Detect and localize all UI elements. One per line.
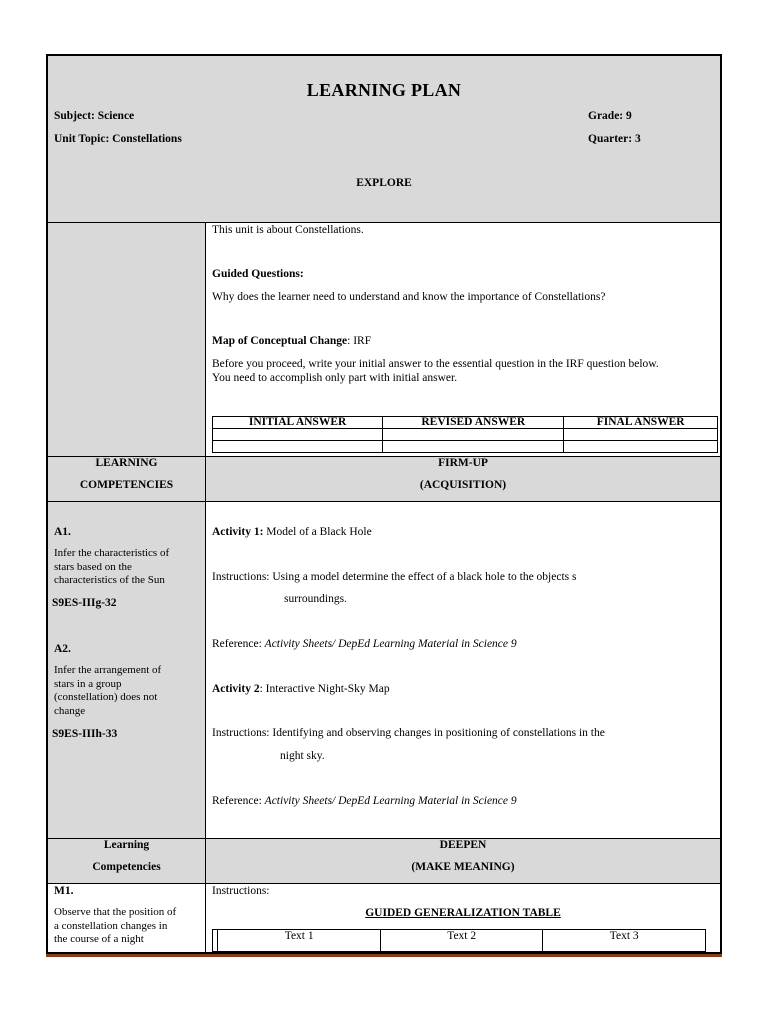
subject-label: Subject: Science (54, 110, 135, 122)
a1-line: characteristics of the Sun (54, 574, 165, 586)
activity1-title: Model of a Black Hole (263, 526, 372, 538)
lc2-header-line2: Competencies (92, 861, 161, 873)
a2-line: (constellation) does not (54, 691, 158, 703)
a2-line: change (54, 704, 86, 717)
irf-cell[interactable] (564, 441, 718, 453)
footer-rule (46, 954, 722, 957)
unit-topic-label: Unit Topic: Constellations (54, 133, 182, 145)
lc-header-line2: COMPETENCIES (79, 479, 174, 491)
m1-line: Observe that the position of (54, 906, 177, 918)
page-title: LEARNING PLAN (306, 80, 462, 100)
irf-cell[interactable] (383, 441, 564, 453)
m1-line: a constellation changes in (54, 919, 168, 932)
guided-questions-label: Guided Questions: (212, 268, 304, 280)
learning-competencies-header-2 (48, 839, 206, 884)
explore-left-cell (48, 223, 206, 457)
gg-header-text1: Text 1 (218, 930, 381, 952)
gg-header-row (213, 930, 706, 952)
a2-description (54, 664, 161, 718)
a1-description (54, 547, 169, 588)
a2-line: Infer the arrangement of (54, 664, 162, 676)
reference-value: Activity Sheets/ DepEd Learning Material in Science 9 (264, 638, 517, 650)
irf-row (213, 429, 718, 441)
m1-instructions-label: Instructions: (212, 885, 270, 897)
a1-line: stars based on the (54, 560, 132, 573)
activity1-instructions: Instructions: Using a model determine the effect of a black hole to the objects s (212, 571, 577, 583)
activity2-instructions-cont: night sky. (280, 750, 325, 762)
activity2-instructions: Instructions: Identifying and observing changes in positioning of constellations in the (212, 727, 605, 739)
gg-header-text2: Text 2 (380, 930, 543, 952)
m1-description (54, 906, 176, 947)
irf-header-final: FINAL ANSWER (564, 417, 718, 429)
reference-label: Reference: (212, 638, 265, 650)
explore-heading: EXPLORE (356, 177, 412, 189)
irf-cell[interactable] (383, 429, 564, 441)
deepen-title: DEEPEN (439, 839, 487, 851)
irf-cell[interactable] (213, 429, 383, 441)
irf-row (213, 441, 718, 453)
activity2-label: Activity 2 (212, 683, 260, 695)
map-label: Map of Conceptual Change (212, 335, 348, 347)
activity2-reference (212, 794, 517, 808)
map-conceptual-change (212, 334, 371, 348)
deepen-content (206, 884, 720, 952)
irf-table (212, 416, 718, 453)
activity2-title: : Interactive Night-Sky Map (259, 683, 390, 695)
a1-line: Infer the characteristics of (54, 547, 170, 559)
guided-generalization-title: GUIDED GENERALIZATION TABLE (365, 907, 561, 919)
a1-reference-code: S9ES-IIIg-32 (52, 597, 117, 609)
activity1-reference (212, 637, 517, 651)
acquisition-title: (ACQUISITION) (419, 479, 507, 491)
quarter-label: Quarter: 3 (588, 133, 641, 145)
lc2-header-line1: Learning (103, 839, 150, 851)
irf-cell[interactable] (213, 441, 383, 453)
activity1-instructions-cont: surroundings. (284, 593, 347, 605)
a2-line: stars in a group (54, 677, 122, 690)
activities-cell (206, 502, 720, 839)
irf-header-row (213, 417, 718, 429)
intro-text: This unit is about Constellations. (212, 224, 364, 236)
plan-header (48, 56, 720, 223)
map-value: : IRF (347, 335, 372, 347)
deepen-header (206, 839, 720, 884)
activity2-heading (212, 682, 390, 696)
gg-header-text3: Text 3 (543, 930, 706, 952)
m1-line: the course of a night (54, 933, 144, 945)
a2-reference-code: S9ES-IIIh-33 (52, 728, 118, 740)
make-meaning-title: (MAKE MEANING) (411, 861, 515, 873)
learning-plan-page (46, 54, 722, 954)
a2-code: A2. (54, 643, 71, 655)
irf-header-revised: REVISED ANSWER (383, 417, 564, 429)
before-text-line2: You need to accomplish only part with initial answer. (212, 372, 458, 384)
before-text-line1: Before you proceed, write your initial answer to the essential question in the IRF question below. (212, 358, 659, 370)
activity1-label: Activity 1: (212, 526, 264, 538)
reference-value: Activity Sheets/ DepEd Learning Material in Science 9 (264, 795, 517, 807)
a1-code: A1. (54, 526, 71, 538)
m1-competency-cell (48, 884, 206, 952)
firm-up-title: FIRM-UP (438, 457, 488, 469)
lc-header-line1: LEARNING (95, 457, 158, 469)
competencies-cell (48, 502, 206, 839)
reference-label: Reference: (212, 795, 265, 807)
guided-question-text: Why does the learner need to understand and know the importance of Constellations? (212, 291, 606, 303)
m1-code: M1. (54, 885, 74, 897)
activity1-heading (212, 525, 372, 539)
irf-header-initial: INITIAL ANSWER (213, 417, 383, 429)
guided-generalization-table (212, 929, 706, 952)
learning-competencies-header (48, 457, 206, 502)
grade-label: Grade: 9 (588, 110, 632, 122)
irf-cell[interactable] (564, 429, 718, 441)
explore-content (206, 223, 720, 457)
firm-up-header (206, 457, 720, 502)
